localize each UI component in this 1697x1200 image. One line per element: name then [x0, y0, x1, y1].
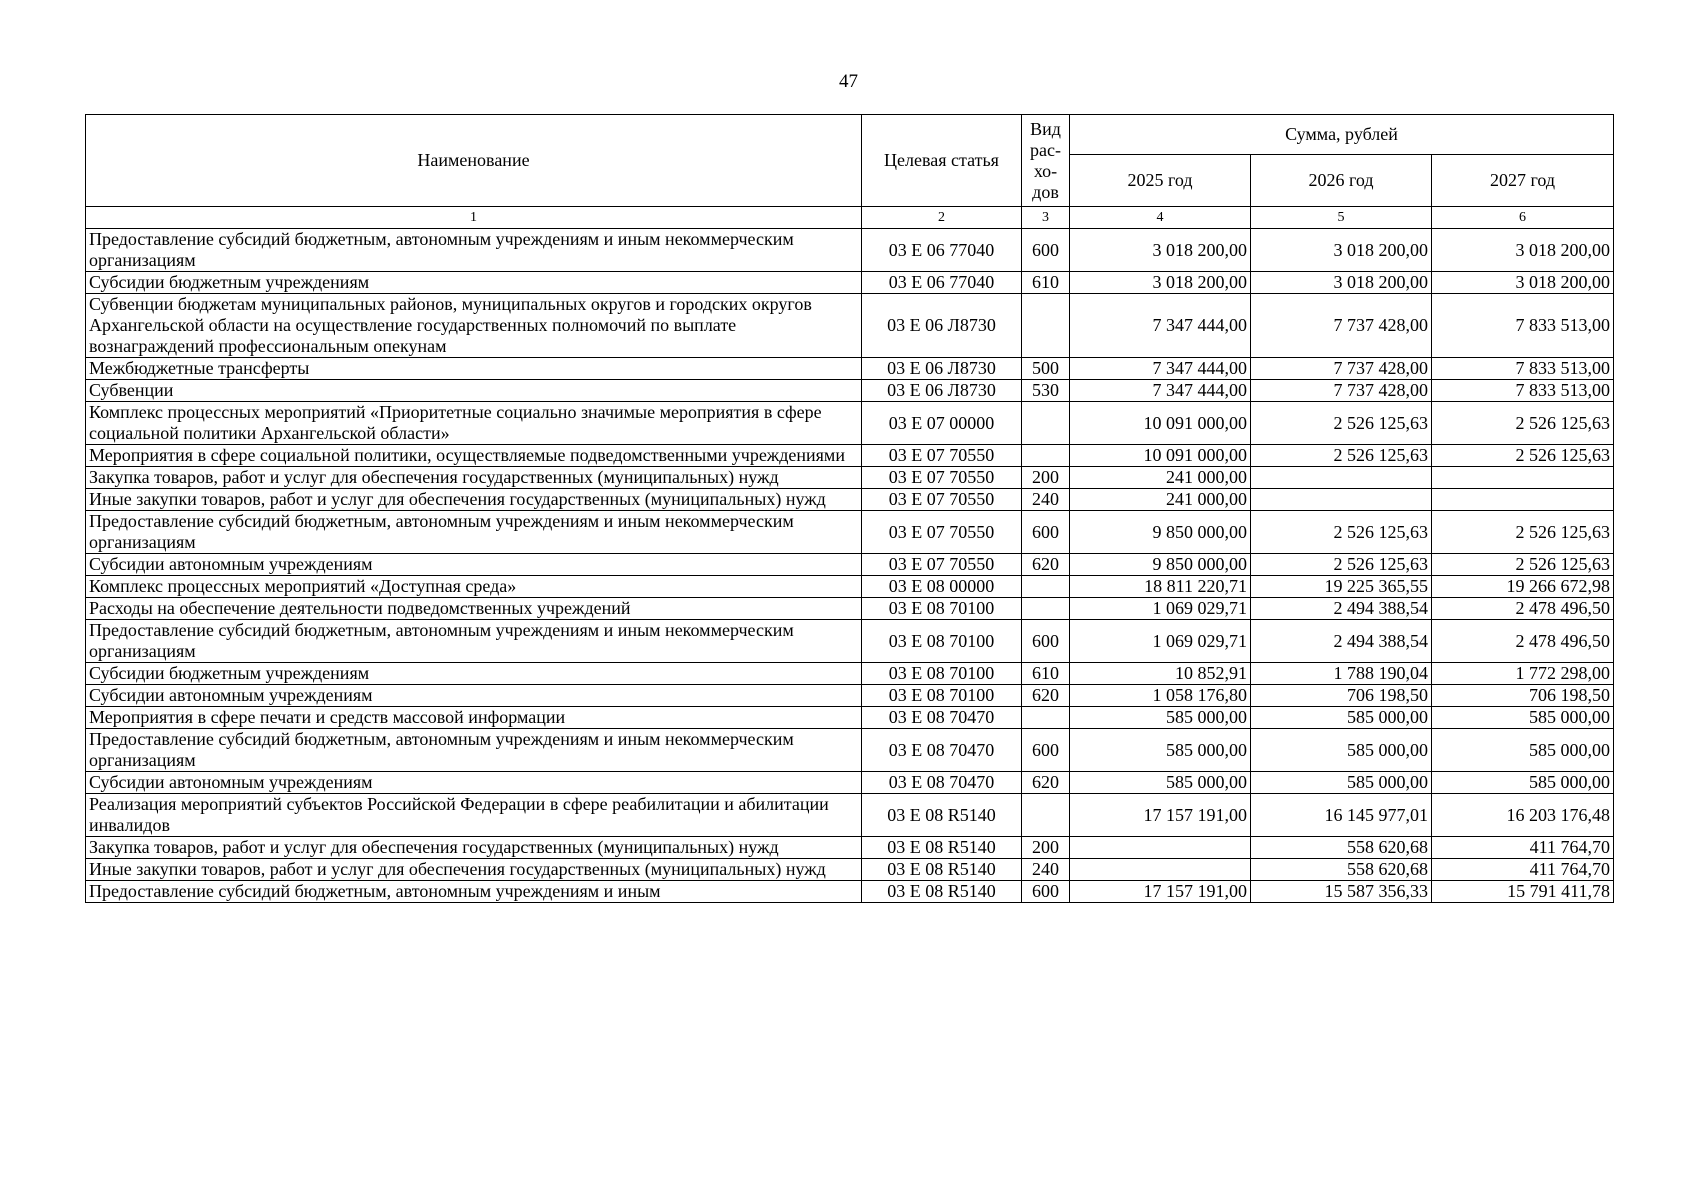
cell-sum-2027: 2 478 496,50 — [1432, 620, 1614, 663]
table-row — [86, 402, 1614, 445]
cell-target-article: 03 Е 07 00000 — [862, 402, 1022, 445]
cell-name: Субвенции — [86, 380, 862, 402]
table-row — [86, 380, 1614, 402]
cell-sum-2027: 2 526 125,63 — [1432, 554, 1614, 576]
column-index-row — [86, 207, 1614, 229]
cell-sum-2026: 19 225 365,55 — [1251, 576, 1432, 598]
cell-name: Комплекс процессных мероприятий «Доступная среда» — [86, 576, 862, 598]
cell-sum-2027: 411 764,70 — [1432, 859, 1614, 881]
column-index: 5 — [1251, 207, 1432, 229]
header-year-2027: 2027 год — [1432, 155, 1614, 207]
cell-sum-2025: 10 091 000,00 — [1070, 445, 1251, 467]
cell-expense-type: 240 — [1022, 859, 1070, 881]
cell-target-article: 03 Е 06 77040 — [862, 229, 1022, 272]
cell-sum-2027: 3 018 200,00 — [1432, 229, 1614, 272]
cell-name: Межбюджетные трансферты — [86, 358, 862, 380]
cell-sum-2025: 241 000,00 — [1070, 489, 1251, 511]
table-row — [86, 489, 1614, 511]
cell-sum-2025: 10 091 000,00 — [1070, 402, 1251, 445]
cell-target-article: 03 Е 08 R5140 — [862, 881, 1022, 903]
cell-sum-2027: 1 772 298,00 — [1432, 663, 1614, 685]
cell-sum-2025: 3 018 200,00 — [1070, 272, 1251, 294]
table-row — [86, 729, 1614, 772]
cell-sum-2026: 585 000,00 — [1251, 772, 1432, 794]
cell-sum-2027: 16 203 176,48 — [1432, 794, 1614, 837]
page-number: 47 — [839, 71, 858, 92]
cell-name: Предоставление субсидий бюджетным, автономным учреждениям и иным некоммерческим организациям — [86, 729, 862, 772]
cell-name: Субвенции бюджетам муниципальных районов, муниципальных округов и городских округов Архангельской области на осуществление государственных полномочий по выплате вознаграждений профессиональным опекунам — [86, 294, 862, 358]
table-row — [86, 794, 1614, 837]
cell-expense-type — [1022, 402, 1070, 445]
cell-name: Предоставление субсидий бюджетным, автономным учреждениям и иным некоммерческим организациям — [86, 511, 862, 554]
cell-expense-type: 200 — [1022, 467, 1070, 489]
table-row — [86, 620, 1614, 663]
cell-sum-2025: 1 069 029,71 — [1070, 620, 1251, 663]
table-row — [86, 707, 1614, 729]
cell-sum-2026: 7 737 428,00 — [1251, 358, 1432, 380]
cell-target-article: 03 Е 06 Л8730 — [862, 294, 1022, 358]
cell-sum-2026: 558 620,68 — [1251, 837, 1432, 859]
cell-expense-type — [1022, 794, 1070, 837]
cell-target-article: 03 Е 08 R5140 — [862, 859, 1022, 881]
cell-sum-2025: 10 852,91 — [1070, 663, 1251, 685]
table-row — [86, 358, 1614, 380]
cell-target-article: 03 Е 07 70550 — [862, 445, 1022, 467]
cell-sum-2026: 558 620,68 — [1251, 859, 1432, 881]
header-year-2026: 2026 год — [1251, 155, 1432, 207]
table-row — [86, 554, 1614, 576]
cell-sum-2027: 2 526 125,63 — [1432, 511, 1614, 554]
budget-table — [85, 114, 1614, 903]
cell-expense-type: 240 — [1022, 489, 1070, 511]
table-row — [86, 685, 1614, 707]
cell-sum-2025: 9 850 000,00 — [1070, 554, 1251, 576]
cell-expense-type: 620 — [1022, 554, 1070, 576]
cell-name: Иные закупки товаров, работ и услуг для обеспечения государственных (муниципальных) нужд — [86, 489, 862, 511]
cell-expense-type: 600 — [1022, 620, 1070, 663]
cell-sum-2026: 2 526 125,63 — [1251, 554, 1432, 576]
cell-sum-2027: 2 478 496,50 — [1432, 598, 1614, 620]
cell-target-article: 03 Е 07 70550 — [862, 467, 1022, 489]
cell-target-article: 03 Е 08 70470 — [862, 772, 1022, 794]
cell-sum-2027: 7 833 513,00 — [1432, 380, 1614, 402]
cell-sum-2026: 3 018 200,00 — [1251, 272, 1432, 294]
cell-sum-2027 — [1432, 489, 1614, 511]
header-expense-type-line: рас- — [1030, 139, 1061, 160]
cell-target-article: 03 Е 07 70550 — [862, 489, 1022, 511]
cell-name: Реализация мероприятий субъектов Российской Федерации в сфере реабилитации и абилитации инвалидов — [86, 794, 862, 837]
cell-sum-2027: 19 266 672,98 — [1432, 576, 1614, 598]
cell-target-article: 03 Е 06 77040 — [862, 272, 1022, 294]
cell-sum-2025: 3 018 200,00 — [1070, 229, 1251, 272]
cell-sum-2025: 1 058 176,80 — [1070, 685, 1251, 707]
cell-sum-2026: 3 018 200,00 — [1251, 229, 1432, 272]
cell-sum-2026 — [1251, 489, 1432, 511]
cell-name: Субсидии автономным учреждениям — [86, 554, 862, 576]
cell-sum-2027: 2 526 125,63 — [1432, 402, 1614, 445]
cell-name: Мероприятия в сфере социальной политики, осуществляемые подведомственными учреждениями — [86, 445, 862, 467]
cell-sum-2026: 2 526 125,63 — [1251, 402, 1432, 445]
cell-name: Субсидии бюджетным учреждениям — [86, 272, 862, 294]
cell-sum-2027 — [1432, 467, 1614, 489]
header-expense-type-line: Вид — [1030, 118, 1061, 139]
cell-sum-2025 — [1070, 837, 1251, 859]
cell-name: Расходы на обеспечение деятельности подведомственных учреждений — [86, 598, 862, 620]
column-index: 3 — [1022, 207, 1070, 229]
column-index: 4 — [1070, 207, 1251, 229]
cell-name: Иные закупки товаров, работ и услуг для обеспечения государственных (муниципальных) нужд — [86, 859, 862, 881]
cell-sum-2025: 9 850 000,00 — [1070, 511, 1251, 554]
table-row — [86, 881, 1614, 903]
cell-sum-2025: 7 347 444,00 — [1070, 294, 1251, 358]
cell-expense-type — [1022, 576, 1070, 598]
table-row — [86, 272, 1614, 294]
cell-sum-2027: 7 833 513,00 — [1432, 358, 1614, 380]
cell-sum-2025: 585 000,00 — [1070, 707, 1251, 729]
cell-sum-2026: 2 494 388,54 — [1251, 620, 1432, 663]
cell-sum-2025: 585 000,00 — [1070, 729, 1251, 772]
cell-expense-type — [1022, 294, 1070, 358]
cell-sum-2025: 18 811 220,71 — [1070, 576, 1251, 598]
cell-name: Предоставление субсидий бюджетным, автономным учреждениям и иным — [86, 881, 862, 903]
cell-name: Комплекс процессных мероприятий «Приоритетные социально значимые мероприятия в сфере социальной политики Архангельской области» — [86, 402, 862, 445]
cell-name: Субсидии бюджетным учреждениям — [86, 663, 862, 685]
cell-sum-2027: 585 000,00 — [1432, 729, 1614, 772]
cell-sum-2025: 241 000,00 — [1070, 467, 1251, 489]
cell-sum-2027: 7 833 513,00 — [1432, 294, 1614, 358]
cell-expense-type: 610 — [1022, 272, 1070, 294]
header-article: Целевая статья — [862, 115, 1022, 207]
cell-sum-2025 — [1070, 859, 1251, 881]
table-row — [86, 467, 1614, 489]
column-index: 1 — [86, 207, 862, 229]
cell-sum-2027: 585 000,00 — [1432, 707, 1614, 729]
cell-expense-type: 610 — [1022, 663, 1070, 685]
cell-sum-2027: 411 764,70 — [1432, 837, 1614, 859]
cell-expense-type: 620 — [1022, 685, 1070, 707]
cell-target-article: 03 Е 08 70100 — [862, 663, 1022, 685]
header-expense-type-line: хо- — [1033, 160, 1058, 181]
table-row — [86, 445, 1614, 467]
cell-target-article: 03 Е 08 70100 — [862, 685, 1022, 707]
cell-expense-type: 600 — [1022, 881, 1070, 903]
cell-sum-2026 — [1251, 467, 1432, 489]
table-row — [86, 663, 1614, 685]
header-sum: Сумма, рублей — [1070, 115, 1614, 155]
cell-sum-2026: 585 000,00 — [1251, 707, 1432, 729]
cell-expense-type: 530 — [1022, 380, 1070, 402]
cell-name: Закупка товаров, работ и услуг для обеспечения государственных (муниципальных) нужд — [86, 837, 862, 859]
cell-sum-2025: 17 157 191,00 — [1070, 881, 1251, 903]
column-index: 2 — [862, 207, 1022, 229]
cell-expense-type: 620 — [1022, 772, 1070, 794]
cell-target-article: 03 Е 08 70100 — [862, 598, 1022, 620]
table-row — [86, 772, 1614, 794]
cell-sum-2025: 17 157 191,00 — [1070, 794, 1251, 837]
table-row — [86, 294, 1614, 358]
cell-sum-2027: 2 526 125,63 — [1432, 445, 1614, 467]
cell-sum-2026: 2 526 125,63 — [1251, 445, 1432, 467]
cell-sum-2027: 706 198,50 — [1432, 685, 1614, 707]
cell-target-article: 03 Е 08 70470 — [862, 729, 1022, 772]
cell-target-article: 03 Е 08 00000 — [862, 576, 1022, 598]
table-row — [86, 598, 1614, 620]
header-year-2025: 2025 год — [1070, 155, 1251, 207]
table-row — [86, 511, 1614, 554]
cell-sum-2026: 2 494 388,54 — [1251, 598, 1432, 620]
cell-sum-2025: 7 347 444,00 — [1070, 358, 1251, 380]
table-row — [86, 229, 1614, 272]
cell-target-article: 03 Е 08 70470 — [862, 707, 1022, 729]
cell-sum-2026: 16 145 977,01 — [1251, 794, 1432, 837]
cell-sum-2026: 15 587 356,33 — [1251, 881, 1432, 903]
cell-sum-2026: 2 526 125,63 — [1251, 511, 1432, 554]
cell-target-article: 03 Е 06 Л8730 — [862, 358, 1022, 380]
cell-name: Субсидии автономным учреждениям — [86, 685, 862, 707]
header-expense-type-line: дов — [1032, 181, 1059, 202]
cell-expense-type: 200 — [1022, 837, 1070, 859]
cell-sum-2026: 706 198,50 — [1251, 685, 1432, 707]
cell-target-article: 03 Е 08 R5140 — [862, 837, 1022, 859]
cell-name: Предоставление субсидий бюджетным, автономным учреждениям и иным некоммерческим организациям — [86, 229, 862, 272]
cell-sum-2026: 7 737 428,00 — [1251, 380, 1432, 402]
cell-sum-2026: 585 000,00 — [1251, 729, 1432, 772]
cell-expense-type: 500 — [1022, 358, 1070, 380]
cell-sum-2025: 1 069 029,71 — [1070, 598, 1251, 620]
cell-name: Закупка товаров, работ и услуг для обеспечения государственных (муниципальных) нужд — [86, 467, 862, 489]
table-header — [86, 115, 1614, 229]
cell-expense-type: 600 — [1022, 229, 1070, 272]
cell-expense-type — [1022, 598, 1070, 620]
cell-name: Предоставление субсидий бюджетным, автономным учреждениям и иным некоммерческим организациям — [86, 620, 862, 663]
cell-target-article: 03 Е 08 70100 — [862, 620, 1022, 663]
cell-name: Субсидии автономным учреждениям — [86, 772, 862, 794]
table-row — [86, 837, 1614, 859]
cell-sum-2025: 585 000,00 — [1070, 772, 1251, 794]
cell-expense-type: 600 — [1022, 511, 1070, 554]
column-index: 6 — [1432, 207, 1614, 229]
cell-expense-type — [1022, 445, 1070, 467]
cell-sum-2027: 15 791 411,78 — [1432, 881, 1614, 903]
cell-sum-2027: 585 000,00 — [1432, 772, 1614, 794]
table-row — [86, 859, 1614, 881]
cell-sum-2025: 7 347 444,00 — [1070, 380, 1251, 402]
table-row — [86, 576, 1614, 598]
header-expense-type — [1022, 115, 1070, 207]
cell-sum-2026: 7 737 428,00 — [1251, 294, 1432, 358]
cell-target-article: 03 Е 08 R5140 — [862, 794, 1022, 837]
table-body — [86, 229, 1614, 903]
cell-sum-2026: 1 788 190,04 — [1251, 663, 1432, 685]
cell-sum-2027: 3 018 200,00 — [1432, 272, 1614, 294]
cell-target-article: 03 Е 07 70550 — [862, 554, 1022, 576]
cell-expense-type: 600 — [1022, 729, 1070, 772]
cell-target-article: 03 Е 07 70550 — [862, 511, 1022, 554]
cell-expense-type — [1022, 707, 1070, 729]
cell-name: Мероприятия в сфере печати и средств массовой информации — [86, 707, 862, 729]
cell-target-article: 03 Е 06 Л8730 — [862, 380, 1022, 402]
header-name: Наименование — [86, 115, 862, 207]
